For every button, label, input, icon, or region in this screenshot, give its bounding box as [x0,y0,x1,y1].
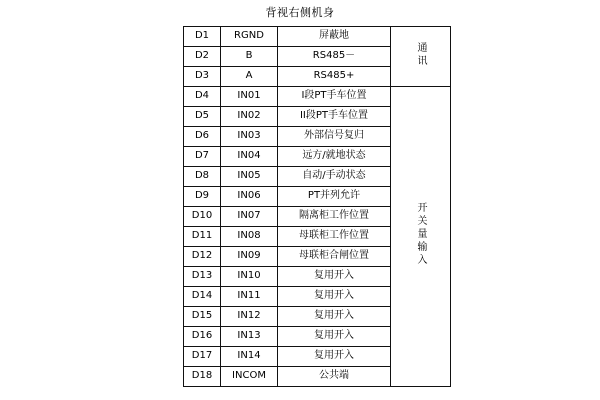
description-cell: 屏蔽地 [278,27,391,47]
description-cell: 自动/手动状态 [278,167,391,187]
pinout-table [183,26,451,387]
pin-cell: D5 [184,107,221,127]
pin-cell: D2 [184,47,221,67]
group-label: 通讯 [415,41,426,68]
signal-cell: IN02 [221,107,278,127]
pinout-table-wrapper [183,26,451,387]
signal-cell: IN08 [221,227,278,247]
description-cell: 远方/就地状态 [278,147,391,167]
description-cell: RS485－ [278,47,391,67]
signal-cell: IN09 [221,247,278,267]
description-cell: 复用开入 [278,287,391,307]
signal-cell: B [221,47,278,67]
pin-cell: D15 [184,307,221,327]
description-cell: 复用开入 [278,307,391,327]
group-label: 开关量输入 [415,202,426,268]
group-cell-communication [391,27,451,87]
description-cell: RS485+ [278,67,391,87]
pin-cell: D9 [184,187,221,207]
pin-cell: D6 [184,127,221,147]
signal-cell: IN05 [221,167,278,187]
pin-cell: D17 [184,347,221,367]
table-row [184,27,451,47]
description-cell: PT并列允许 [278,187,391,207]
signal-cell: IN14 [221,347,278,367]
pin-cell: D11 [184,227,221,247]
pin-cell: D3 [184,67,221,87]
pin-cell: D14 [184,287,221,307]
signal-cell: RGND [221,27,278,47]
signal-cell: IN11 [221,287,278,307]
pin-cell: D1 [184,27,221,47]
page-title: 背视右侧机身 [265,6,335,19]
description-cell: II段PT手车位置 [278,107,391,127]
signal-cell: IN06 [221,187,278,207]
signal-cell: A [221,67,278,87]
group-cell-digital-input [391,87,451,387]
description-cell: 复用开入 [278,327,391,347]
pin-cell: D16 [184,327,221,347]
pin-cell: D10 [184,207,221,227]
description-cell: I段PT手车位置 [278,87,391,107]
description-cell: 外部信号复归 [278,127,391,147]
description-cell: 隔离柜工作位置 [278,207,391,227]
description-cell: 母联柜合闸位置 [278,247,391,267]
signal-cell: IN10 [221,267,278,287]
pin-cell: D13 [184,267,221,287]
pin-cell: D4 [184,87,221,107]
signal-cell: IN07 [221,207,278,227]
signal-cell: INCOM [221,367,278,387]
table-row [184,87,451,107]
description-cell: 复用开入 [278,347,391,367]
pin-cell: D12 [184,247,221,267]
signal-cell: IN12 [221,307,278,327]
description-cell: 母联柜工作位置 [278,227,391,247]
description-cell: 复用开入 [278,267,391,287]
signal-cell: IN03 [221,127,278,147]
signal-cell: IN01 [221,87,278,107]
pin-cell: D8 [184,167,221,187]
description-cell: 公共端 [278,367,391,387]
signal-cell: IN04 [221,147,278,167]
signal-cell: IN13 [221,327,278,347]
pin-cell: D7 [184,147,221,167]
pin-cell: D18 [184,367,221,387]
